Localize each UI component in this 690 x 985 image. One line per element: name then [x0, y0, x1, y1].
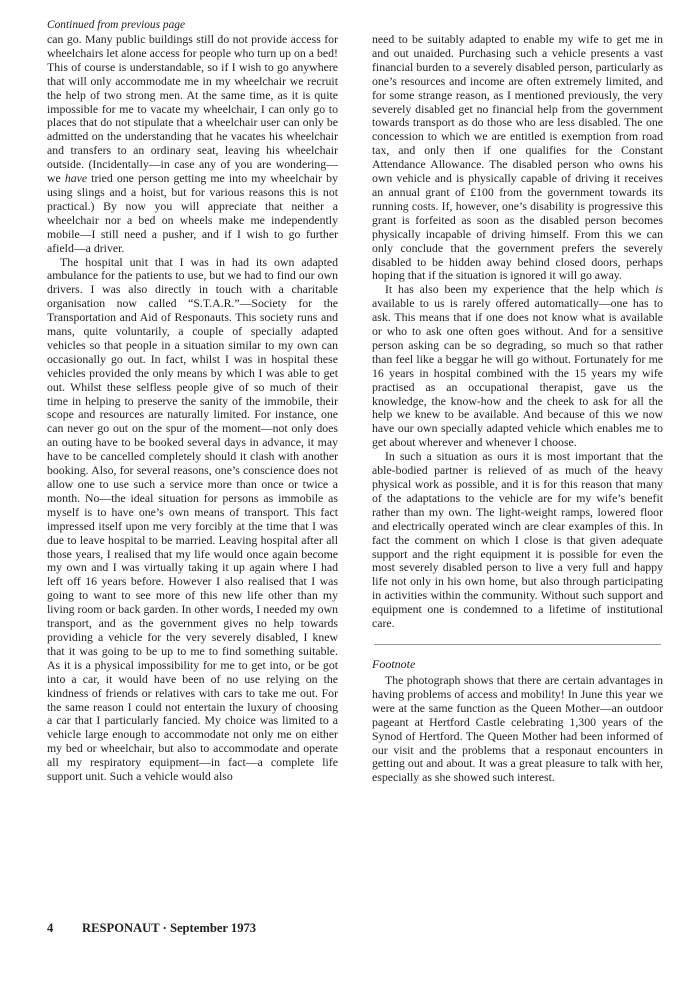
page-footer — [47, 921, 256, 936]
paragraph: The hospital unit that I was in had its own adapted ambulance for the patients to use, but we had to find our own drivers. I was also directly in touch with a charitable organisation now called “S.T.A.R.”—Society for the Transportation and Aid of Responauts. This society runs and mans, quite voluntarily, a couple of specially adapted vehicles so that people in a situation similar to my own can occasionally go out. In fact, whilst I was in hospital these vehicles provided the only means by which I was able to get out. Whilst these selfless people give of so much of their time in helping to preserve the sanity of the immobile, their scope and resources are naturally limited. For instance, one can never go out on the spur of the moment—not only does an outing have to be booked several days in advance, it may have to be cancelled completely should it clash with another booking. Also, for several reasons, one’s conscience does not allow one to use such a service more than once or twice a month. No—the ideal situation for persons as immobile as myself is to have one’s own means of transport. This fact impressed itself upon me very forcibly at the time that I was due to leave hospital to be married. Leaving hospital after all those years, I realised that my life would once again become my own and I was virtually taking it up again where I had left off 16 years before. However I also realised that I was going to want to see more of this new life other than my living room or back garden. In other words, I needed my own transport, and as the government gives no help towards providing a vehicle for the very severely disabled, I knew that it was going to be up to me to find something suitable. As it is a physical impossibility for me to get into, or be got into a car, it would have been of no use relying on the kindness of friends or relatives with cars to take me out. For the same reason I could not entertain the luxury of choosing a car that I particularly fancied. My choice was limited to a vehicle large enough to accommodate not only me on either my bed or wheelchair, but also to accommodate and operate all my respiratory equipment—in fact—a complete life support unit. Such a vehicle would also — [47, 254, 338, 784]
left-column-paragraphs — [47, 33, 338, 784]
continued-from-note: Continued from previous page — [47, 19, 186, 31]
journal-title: RESPONAUT · September 1973 — [82, 921, 257, 935]
left-column — [47, 19, 338, 784]
right-column — [372, 33, 663, 785]
paragraph: The photograph shows that there are certain advantages in having problems of access and mobility! In June this year we were at the same function as the Queen Mother—an outdoor pageant at Hertford Castle celebrating 1,300 years of the Synod of Hertford. The Queen Mother had been informed of our visit and the problems that a responaut encounters in getting out and about. It was a great pleasure to talk with her, especially as she showed such interest. — [372, 672, 663, 785]
footnote-heading: Footnote — [372, 656, 416, 671]
right-column-paragraphs — [372, 33, 663, 631]
paragraph: In such a situation as ours it is most important that the able-bodied partner is relieved of as much of the heavy physical work as possible, and it is for this reason that many of the adaptations to the vehicle are for my wife’s benefit rather than my own. The light-weight ramps, lowered floor and electrically operated winch are clear examples of this. In fact the comment on which I close is that given adequate support and the right equipment it is possible for even the most severely disabled person to live a very full and happy life not only in his own home, but also through participating in activities within the community. Without such support and equipment one is condemned to a lifetime of institutional care. — [372, 449, 663, 631]
footnote-paragraphs — [372, 674, 663, 785]
paragraph: need to be suitably adapted to enable my wife to get me in and out unaided. Purchasing such a vehicle presents a vast financial burden to a severely disabled person, particularly as one’s resources and income are often extremely limited, and for some strange reason, as I mentioned previously, the very severely disabled get no financial help from the government towards transport as do those who are less disabled. The one concession to which we are entitled is exemption from road tax, and only then if one qualifies for the Constant Attendance Allowance. The disabled person who owns his own vehicle and is physically capable of driving it receives an annual grant of £100 from the government towards its running costs. If, however, one’s disability is progressive this grant is forfeited as soon as the disabled person becomes physically incapable of driving himself. From this we can only conclude that the government prefers the severely disabled to be hidden away behind closed doors, perhaps hoping that if the situation is ignored it will go away. — [372, 32, 663, 283]
paragraph: It has also been my experience that the help which is available to us is rarely offered automatically—one has to ask. This means that if one does not know what is available or who to ask one often goes without. And for a sensitive person asking can be so degrading, so much so that rather than feel like a beggar he will go without. Fortunately for me 16 years in hospital combined with the 15 years my wife practised as an occupational therapist, gave us the knowledge, the know-how and the cheek to ask for all the help we knew to be available. And because of this we now have our own specially adapted vehicle which enables me to get about wherever and whenever I choose. — [372, 282, 663, 450]
footnote-divider — [374, 644, 661, 645]
paragraph: can go. Many public buildings still do not provide access for wheelchairs let alone access for people who turn up on a bed! This of course is understandable, so if I wish to go anywhere that will only accommodate me in my wheelchair we recruit the help of two strong men. At the same time, as it is quite impossible for me to vacate my wheelchair, I can only go to places that do not stipulate that a wheelchair user can only be admitted on the understanding that he vacates his wheelchair and transfers to an ordinary seat, leaving his wheelchair outside. (Incidentally—in case any of you are wondering—we have tried one person getting me into my wheelchair by using slings and a hoist, but for various reasons this is not practical.) By now you will appreciate that neither a wheelchair nor a bed on wheels make me independently mobile—I still need a pusher, and if I wish to go further afield—a driver. — [47, 32, 338, 255]
page-number: 4 — [47, 921, 54, 935]
